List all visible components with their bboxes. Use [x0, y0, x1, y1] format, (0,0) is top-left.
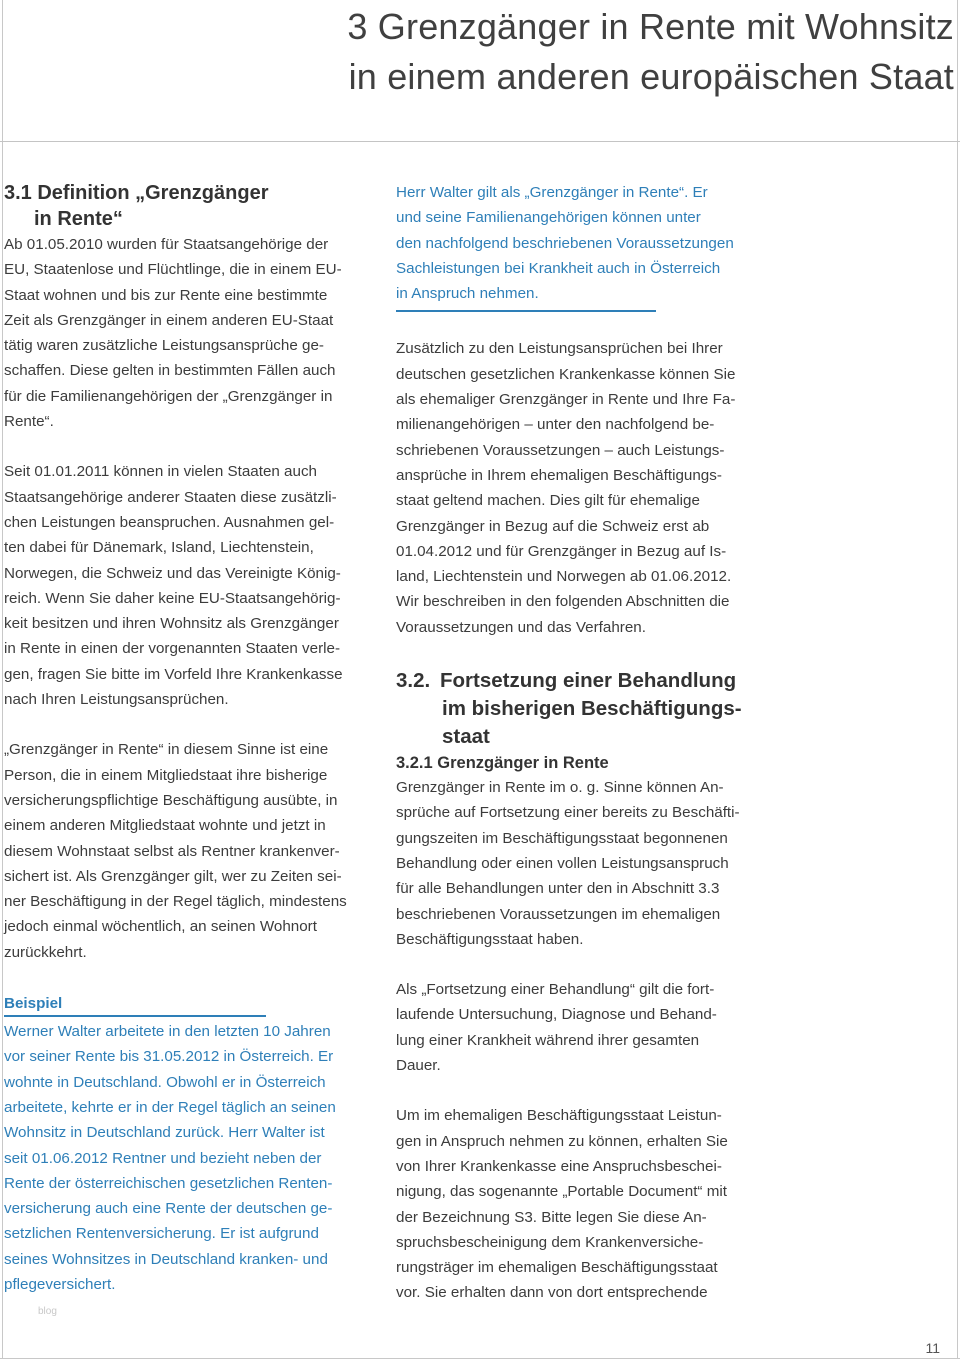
- text-line: ten dabei für Dänemark, Island, Liechtenstein,: [4, 539, 314, 557]
- text-line: in Rente in einen der vorgenannten Staaten verle-: [4, 640, 341, 658]
- text-line: gen, fragen Sie bitte im Vorfeld Ihre Krankenkasse: [4, 665, 343, 683]
- text-line: „Grenzgänger in Rente“ in diesem Sinne ist eine: [4, 741, 329, 759]
- text-line: in Anspruch nehmen.: [396, 285, 539, 303]
- text-line: zurückkehrt.: [4, 943, 87, 961]
- paragraph: [396, 336, 766, 640]
- section-number: 3.2.: [396, 669, 431, 693]
- text-line: Seit 01.01.2011 können in vielen Staaten auch: [4, 463, 317, 481]
- text-line: 01.04.2012 und für Grenzgänger in Bezug auf Is-: [396, 542, 727, 560]
- text-line: Dauer.: [396, 1057, 441, 1075]
- text-line: für alle Behandlungen unter den in Abschnitt 3.3: [396, 880, 720, 898]
- text-line: spruchsbescheinigung dem Krankenversiche-: [396, 1233, 704, 1251]
- paragraph: [396, 775, 766, 952]
- right-column: [396, 180, 766, 1306]
- text-line: milienangehörigen – unter den nachfolgend be-: [396, 416, 715, 434]
- text-line: Voraussetzungen und das Verfahren.: [396, 618, 646, 636]
- text-line: Norwegen, die Schweiz und das Vereinigte König-: [4, 564, 341, 582]
- example-paragraph: [4, 1019, 374, 1297]
- text-line: versicherungspflichtige Beschäftigung ausübte, in: [4, 791, 338, 809]
- paragraph: [4, 737, 374, 965]
- text-line: Rente der österreichischen gesetzlichen Renten-: [4, 1174, 333, 1192]
- text-line: pflegeversichert.: [4, 1275, 116, 1293]
- example-title: Beispiel: [4, 995, 63, 1013]
- text-line: von Ihrer Krankenkasse eine Anspruchsbeschei-: [396, 1157, 722, 1175]
- text-line: deutschen gesetzlichen Krankenkasse können Sie: [396, 365, 736, 383]
- text-line: Grenzgänger in Bezug auf die Schweiz erst ab: [396, 517, 710, 535]
- text-line: lung einer Krankheit während ihrer gesamten: [396, 1031, 700, 1049]
- example-rule: [4, 1015, 266, 1017]
- frame-border-left: [2, 0, 3, 1359]
- text-line: chen Leistungen beanspruchen. Ausnahmen gel-: [4, 513, 335, 531]
- chapter-title-line: in einem anderen europäischen Staat: [348, 56, 954, 97]
- paragraph: [396, 977, 766, 1078]
- text-line: Grenzgänger in Rente im o. g. Sinne können An-: [396, 779, 724, 797]
- text-line: jedoch einmal wöchentlich, an seinen Wohnort: [4, 918, 317, 936]
- text-line: einem anderen Mitgliedstaat wohnte und jetzt in: [4, 817, 326, 835]
- text-line: und seine Familienangehörigen können unter: [396, 209, 701, 227]
- text-line: reich. Wenn Sie daher keine EU-Staatsangehörig-: [4, 589, 341, 607]
- text-line: Person, die in einem Mitgliedstaat ihre bisherige: [4, 766, 328, 784]
- text-line: laufende Untersuchung, Diagnose und Behand-: [396, 1006, 717, 1024]
- text-line: Als „Fortsetzung einer Behandlung“ gilt die fort-: [396, 981, 715, 999]
- subsection-heading-3-2-1: 3.2.1 Grenzgänger in Rente: [396, 754, 609, 773]
- text-line: EU, Staatenlose und Flüchtlinge, die in einem EU-: [4, 261, 342, 279]
- text-line: Behandlung oder einen vollen Leistungsanspruch: [396, 854, 729, 872]
- section-heading-line: in Rente“: [34, 208, 123, 230]
- text-line: rungsträger im ehemaligen Beschäftigungsstaat: [396, 1259, 718, 1277]
- text-line: setzlichen Rentenversicherung. Er ist aufgrund: [4, 1225, 319, 1243]
- left-column: [4, 180, 374, 1297]
- text-line: vor. Sie erhalten dann von dort entsprechende: [396, 1284, 708, 1302]
- text-line: diesem Wohnstaat selbst als Rentner krankenver-: [4, 842, 340, 860]
- text-line: beschriebenen Voraussetzungen im ehemaligen: [396, 905, 721, 923]
- text-line: Werner Walter arbeitete in den letzten 10 Jahren: [4, 1023, 331, 1041]
- example-continuation: [396, 180, 766, 306]
- text-line: tätig waren zusätzliche Leistungsansprüche ge-: [4, 337, 324, 355]
- text-line: gungszeiten im Beschäftigungsstaat begonnenen: [396, 829, 728, 847]
- text-line: Wir beschreiben in den folgenden Abschnitten die: [396, 593, 730, 611]
- text-line: Wohnsitz in Deutschland zurück. Herr Walter ist: [4, 1124, 325, 1142]
- text-line: sprüche auf Fortsetzung einer bereits zu Beschäfti-: [396, 804, 740, 822]
- frame-border-right: [957, 0, 958, 1359]
- section-heading-3-2: [396, 667, 766, 751]
- text-line: Beschäftigungsstaat haben.: [396, 930, 584, 948]
- text-line: nach Ihren Leistungsansprüchen.: [4, 691, 229, 709]
- text-line: Staatsangehörige anderer Staaten diese zusätzli-: [4, 488, 337, 506]
- paragraph: [4, 459, 374, 712]
- text-line: Herr Walter gilt als „Grenzgänger in Rente“. Er: [396, 184, 708, 201]
- section-heading-line: staat: [442, 725, 490, 749]
- text-line: nigung, das sogenannte „Portable Document“ mit: [396, 1183, 727, 1201]
- text-line: für die Familienangehörigen der „Grenzgänger in: [4, 387, 333, 405]
- text-line: land, Liechtenstein und Norwegen ab 01.06.2012.: [396, 568, 732, 586]
- text-line: staat geltend machen. Dies gilt für ehemalige: [396, 492, 700, 510]
- text-line: Rente“.: [4, 413, 54, 431]
- paragraph: [396, 1103, 766, 1305]
- text-line: ansprüche in Ihrem ehemaligen Beschäftigungs-: [396, 466, 722, 484]
- header-divider: [0, 141, 960, 142]
- text-line: arbeitete, kehrte er in der Regel täglich an seinen: [4, 1098, 336, 1116]
- text-line: ner Beschäftigung in der Regel täglich, mindestens: [4, 893, 347, 911]
- section-heading-3-1: [4, 180, 374, 232]
- text-line: seit 01.06.2012 Rentner und bezieht neben der: [4, 1149, 322, 1167]
- page-number: 11: [925, 1340, 940, 1356]
- chapter-title: [254, 2, 954, 102]
- section-heading-line: im bisherigen Beschäftigungs-: [442, 697, 742, 721]
- text-line: Zusätzlich zu den Leistungsansprüchen bei Ihrer: [396, 340, 723, 358]
- paragraph: [4, 232, 374, 434]
- text-line: gen in Anspruch nehmen zu können, erhalten Sie: [396, 1132, 728, 1150]
- text-line: Sachleistungen bei Krankheit auch in Österreich: [396, 259, 721, 277]
- text-line: Ab 01.05.2010 wurden für Staatsangehörige der: [4, 236, 329, 253]
- text-line: wohnte in Deutschland. Obwohl er in Österreich: [4, 1073, 326, 1091]
- text-line: Um im ehemaligen Beschäftigungsstaat Leistun-: [396, 1107, 722, 1125]
- text-line: Staat wohnen und bis zur Rente eine bestimmte: [4, 286, 328, 304]
- text-line: schriebenen Voraussetzungen – auch Leistungs-: [396, 441, 725, 459]
- text-line: sichert ist. Als Grenzgänger gilt, wer zu Zeiten sei-: [4, 867, 342, 885]
- section-heading-line: Fortsetzung einer Behandlung: [440, 669, 737, 693]
- text-line: Zeit als Grenzgänger in einem anderen EU-Staat: [4, 311, 334, 329]
- text-line: vor seiner Rente bis 31.05.2012 in Österreich. Er: [4, 1048, 334, 1066]
- text-line: der Bezeichnung S3. Bitte legen Sie diese An-: [396, 1208, 707, 1226]
- text-line: keit besitzen und ihren Wohnsitz als Grenzgänger: [4, 615, 339, 633]
- text-line: versicherung auch eine Rente der deutschen ge-: [4, 1200, 333, 1218]
- watermark: blog: [38, 1306, 57, 1317]
- section-heading-line: 3.1 Definition „Grenzgänger: [4, 182, 269, 204]
- text-line: den nachfolgend beschriebenen Voraussetzungen: [396, 234, 734, 252]
- text-line: als ehemaliger Grenzgänger in Rente und Ihre Fa-: [396, 391, 736, 409]
- text-line: schaffen. Diese gelten in bestimmten Fällen auch: [4, 362, 336, 380]
- text-line: seines Wohnsitzes in Deutschland kranken- und: [4, 1250, 328, 1268]
- chapter-title-line: 3 Grenzgänger in Rente mit Wohnsitz: [347, 6, 954, 47]
